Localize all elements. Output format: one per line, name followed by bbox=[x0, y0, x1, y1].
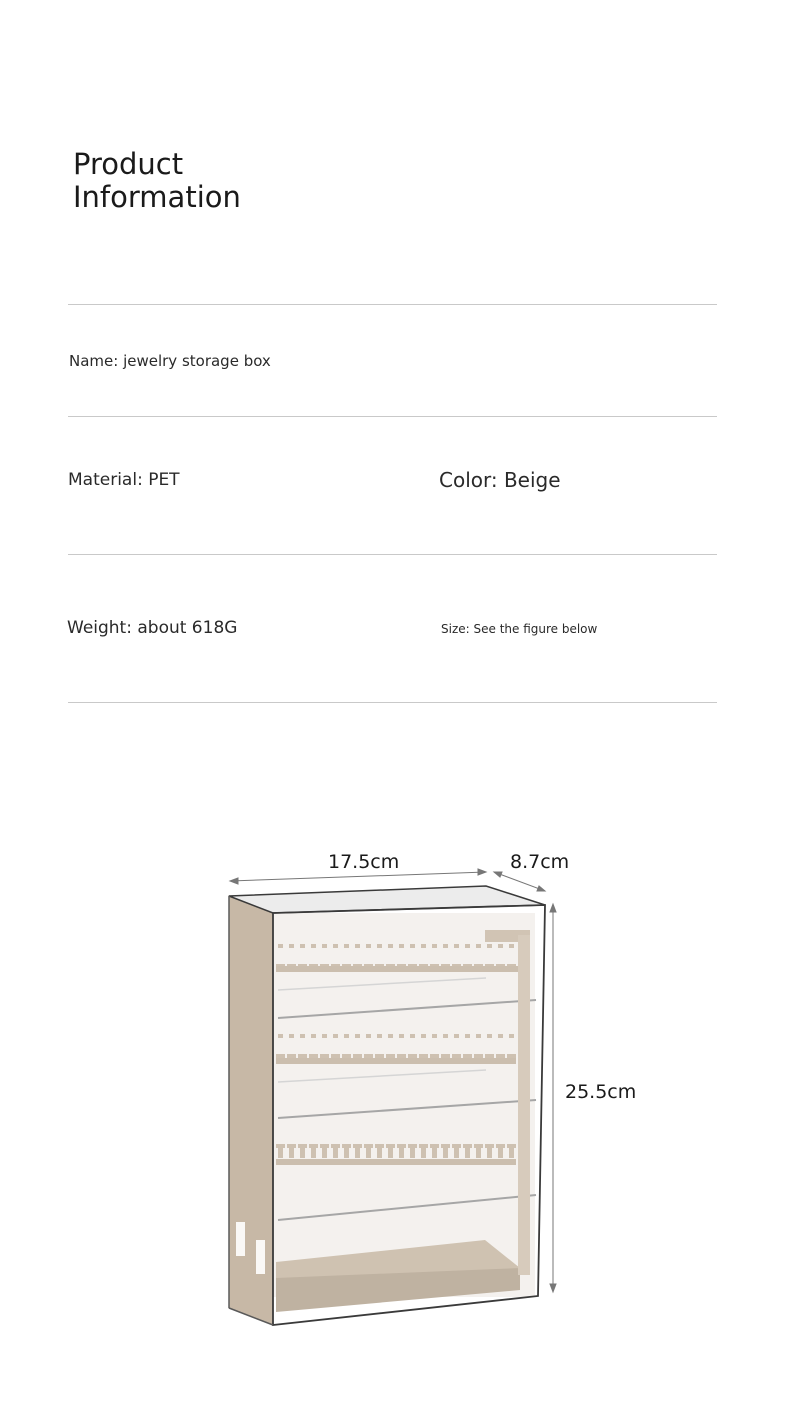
height-dimension-line bbox=[550, 904, 556, 1292]
size-field: Size: See the figure below bbox=[441, 622, 598, 636]
color-field: Color: Beige bbox=[439, 468, 561, 492]
height-label: 25.5cm bbox=[565, 1081, 637, 1103]
jewelry-box-illustration bbox=[229, 886, 545, 1325]
divider bbox=[68, 304, 717, 305]
material-field: Material: PET bbox=[68, 470, 180, 490]
depth-dimension-line bbox=[494, 872, 545, 891]
product-dimension-figure bbox=[0, 840, 790, 1340]
weight-field: Weight: about 618G bbox=[67, 618, 238, 638]
depth-label: 8.7cm bbox=[510, 851, 570, 873]
divider bbox=[68, 554, 717, 555]
page-title bbox=[73, 148, 373, 214]
name-field: Name: jewelry storage box bbox=[69, 352, 271, 370]
page-title-line-1: Product bbox=[73, 147, 184, 181]
width-label: 17.5cm bbox=[328, 851, 400, 873]
divider bbox=[68, 702, 717, 703]
divider bbox=[68, 416, 717, 417]
page-title-line-2: Information bbox=[73, 180, 241, 214]
